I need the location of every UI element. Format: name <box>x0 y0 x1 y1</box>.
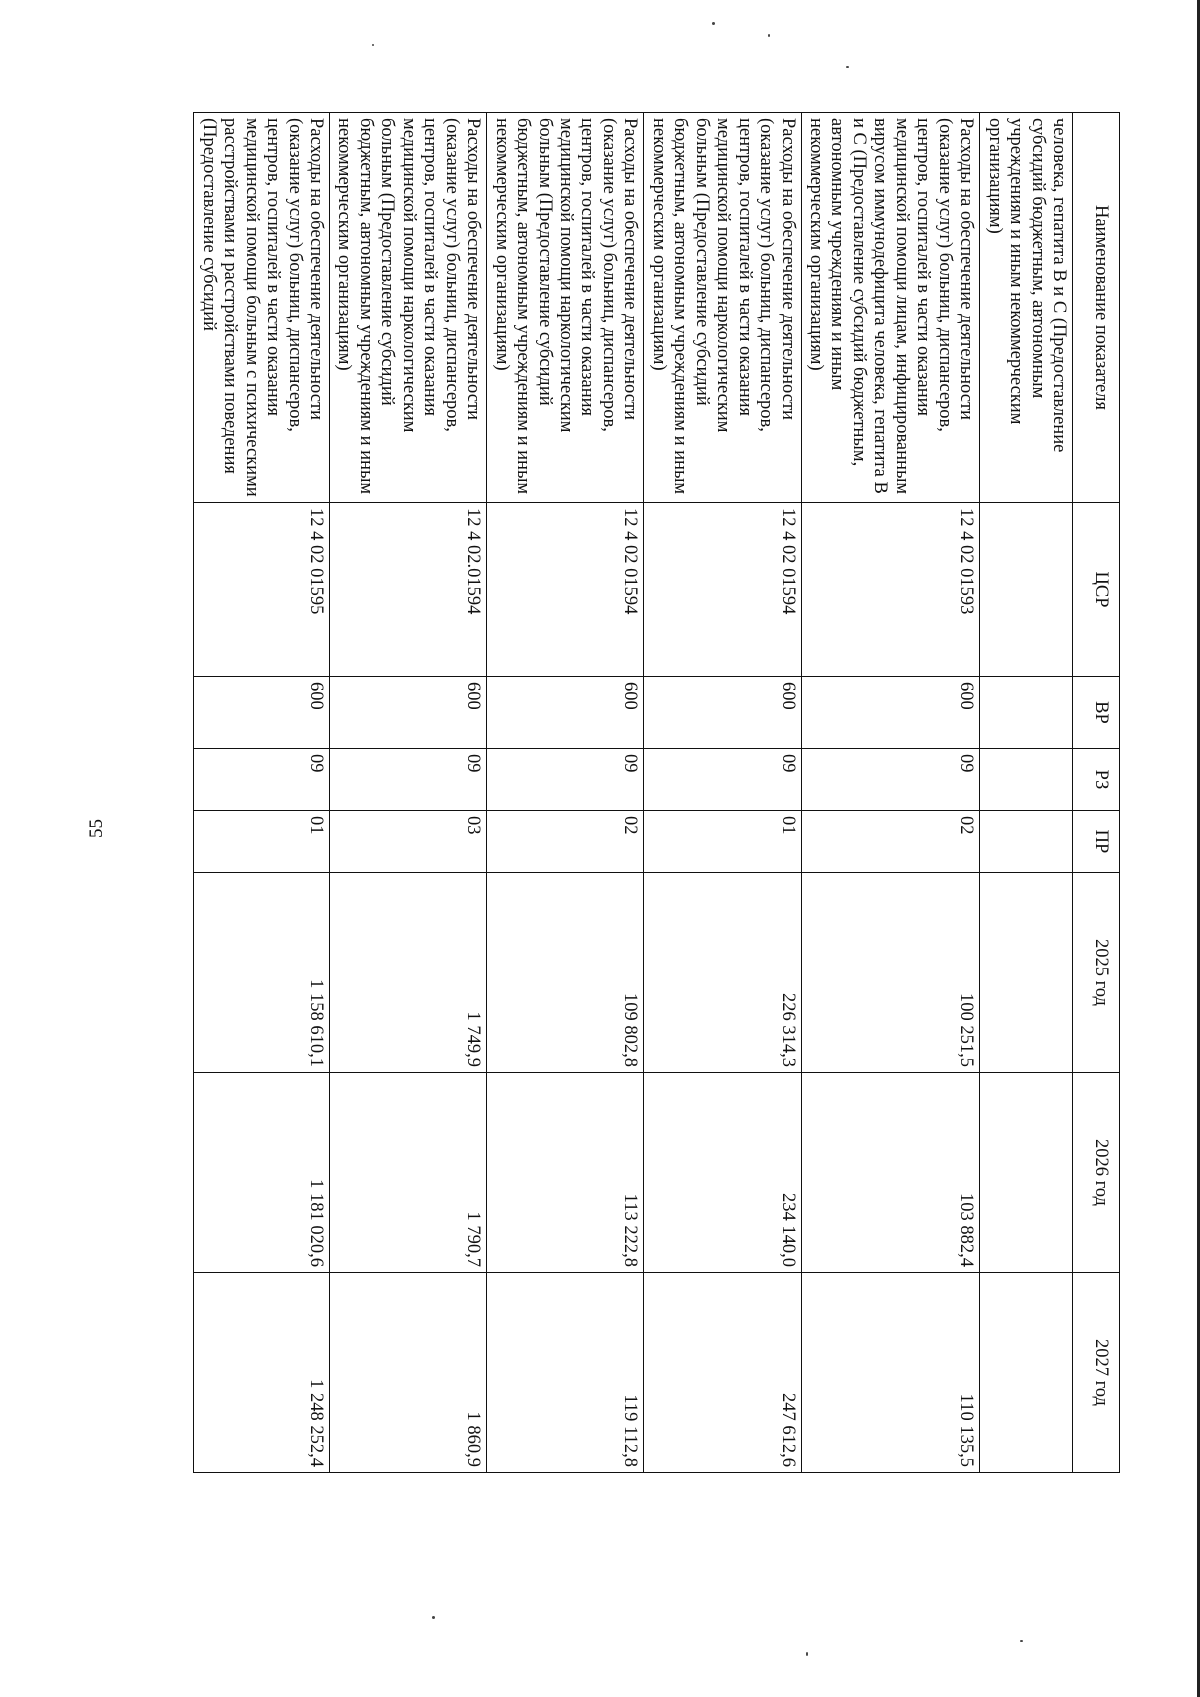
cell-vr: 600 <box>194 677 330 749</box>
table-row <box>644 113 801 1473</box>
cell-pr: 01 <box>194 811 330 873</box>
cell-name: Расходы на обеспечение деятельности (оказание услуг) больниц, диспансеров, центров, госпиталей в части оказания медицинской помощи наркологическим больным (Предоставление субсидий бюджетным, автономным учреждениям и иным некоммерческим организациям) <box>644 113 801 503</box>
cell-2027: 247 612,6 <box>644 1273 801 1473</box>
header-2025: 2025 год <box>1073 873 1120 1073</box>
cell-2025: 1 749,9 <box>330 873 487 1073</box>
cell-2027: 119 112,8 <box>487 1273 644 1473</box>
cell-vr: 600 <box>801 677 980 749</box>
cell-rz: 09 <box>330 749 487 811</box>
cell-2026: 1 790,7 <box>330 1073 487 1273</box>
cell-pr: 02 <box>801 811 980 873</box>
header-rz: РЗ <box>1073 749 1120 811</box>
table-row <box>330 113 487 1473</box>
cell-name: Расходы на обеспечение деятельности (оказание услуг) больниц, диспансеров, центров, госпиталей в части оказания медицинской помощи лицам, инфицированным вирусом иммунодефицита человека, гепатита В и С (Предоставление субсидий бюджетным, автономным учреждениям и иным некоммерческим организациям) <box>801 113 980 503</box>
scan-speck <box>372 44 374 46</box>
cell-csr: 12 4 02 01593 <box>801 503 980 677</box>
header-2027: 2027 год <box>1073 1273 1120 1473</box>
cell-vr: 600 <box>487 677 644 749</box>
header-csr: ЦСР <box>1073 503 1120 677</box>
cell-pr: 03 <box>330 811 487 873</box>
header-vr: ВР <box>1073 677 1120 749</box>
header-pr: ПР <box>1073 811 1120 873</box>
cell-pr <box>980 811 1073 873</box>
cell-rz <box>980 749 1073 811</box>
cell-csr: 12 4 02 01594 <box>487 503 644 677</box>
cell-2026: 113 222,8 <box>487 1073 644 1273</box>
cell-vr: 600 <box>330 677 487 749</box>
scan-speck <box>1020 1640 1023 1642</box>
cell-name: Расходы на обеспечение деятельности (оказание услуг) больниц, диспансеров, центров, госпиталей в части оказания медицинской помощи наркологическим больным (Предоставление субсидий бюджетным, автономным учреждениям и иным некоммерческим организациям) <box>330 113 487 503</box>
cell-csr: 12 4 02 01595 <box>194 503 330 677</box>
cell-vr: 600 <box>644 677 801 749</box>
cell-rz: 09 <box>801 749 980 811</box>
table-row <box>194 113 330 1473</box>
cell-csr: 12 4 02.01594 <box>330 503 487 677</box>
cell-2025 <box>980 873 1073 1073</box>
scan-speck <box>806 1652 808 1656</box>
cell-2026: 234 140,0 <box>644 1073 801 1273</box>
rotated-table-container <box>170 112 1120 1472</box>
cell-2025: 100 251,5 <box>801 873 980 1073</box>
cell-rz: 09 <box>644 749 801 811</box>
table-row <box>980 113 1073 1473</box>
cell-csr <box>980 503 1073 677</box>
cell-rz: 09 <box>194 749 330 811</box>
cell-2025: 226 314,3 <box>644 873 801 1073</box>
cell-2027 <box>980 1273 1073 1473</box>
header-2026: 2026 год <box>1073 1073 1120 1273</box>
table-header-row <box>1073 113 1120 1473</box>
cell-pr: 02 <box>487 811 644 873</box>
scan-speck <box>846 66 849 68</box>
cell-2027: 1 860,9 <box>330 1273 487 1473</box>
table-row <box>801 113 980 1473</box>
scan-speck <box>432 1616 435 1619</box>
cell-pr: 01 <box>644 811 801 873</box>
cell-2025: 1 158 610,1 <box>194 873 330 1073</box>
cell-name: человека, гепатита В и С (Предоставление субсидий бюджетным, автономным учреждениям и иным некоммерческим организациям) <box>980 113 1073 503</box>
page-number: 55 <box>86 819 107 838</box>
table-row <box>487 113 644 1473</box>
cell-rz: 09 <box>487 749 644 811</box>
cell-2027: 1 248 252,4 <box>194 1273 330 1473</box>
cell-name: Расходы на обеспечение деятельности (оказание услуг) больниц, диспансеров, центров, госпиталей в части оказания медицинской помощи больным с психическими расстройствами и расстройствами поведения (Предоставление субсидий <box>194 113 330 503</box>
scan-speck <box>768 34 770 37</box>
cell-name: Расходы на обеспечение деятельности (оказание услуг) больниц, диспансеров, центров, госпиталей в части оказания медицинской помощи наркологическим больным (Предоставление субсидий бюджетным, автономным учреждениям и иным некоммерческим организациям) <box>487 113 644 503</box>
scan-speck <box>712 22 715 25</box>
cell-vr <box>980 677 1073 749</box>
cell-2026: 1 181 020,6 <box>194 1073 330 1273</box>
cell-csr: 12 4 02 01594 <box>644 503 801 677</box>
cell-2027: 110 135,5 <box>801 1273 980 1473</box>
cell-2026: 103 882,4 <box>801 1073 980 1273</box>
header-name: Наименование показателя <box>1073 113 1120 503</box>
cell-2025: 109 802,8 <box>487 873 644 1073</box>
budget-table <box>193 112 1120 1473</box>
cell-2026 <box>980 1073 1073 1273</box>
